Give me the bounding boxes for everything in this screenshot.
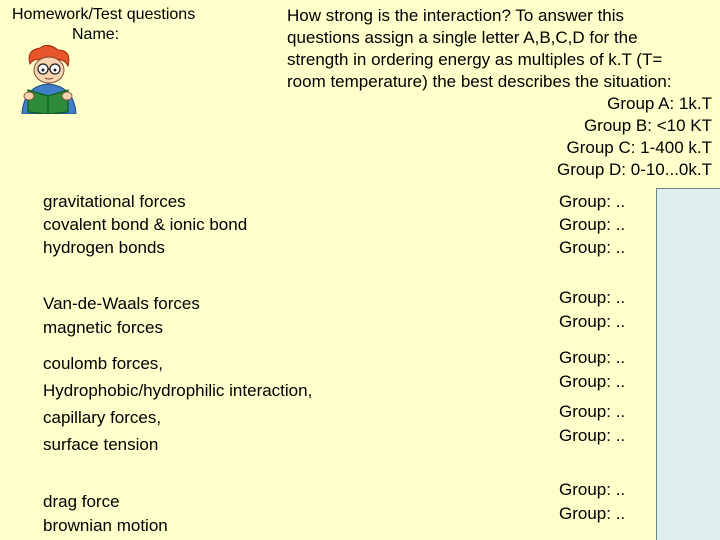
list-item: surface tension: [43, 435, 159, 454]
instructions: [287, 5, 672, 93]
group-c-label: Group C: 1-400 k.T: [566, 138, 712, 157]
answer-panel: [656, 188, 720, 540]
force-list-section-2: [43, 292, 200, 340]
force-list-section-3: [43, 350, 312, 458]
group-answer-field[interactable]: Group: ..: [559, 238, 626, 257]
answer-list-section-3a: [559, 346, 625, 394]
group-legend: [557, 93, 712, 181]
list-item: capillary forces,: [43, 408, 162, 427]
group-answer-field[interactable]: Group: ..: [559, 426, 626, 445]
force-list-section-1: [43, 190, 247, 259]
group-a-label: Group A: 1k.T: [607, 94, 712, 113]
instruction-line: How strong is the interaction? To answer this: [287, 6, 625, 25]
group-answer-field[interactable]: Group: ..: [559, 288, 626, 307]
instruction-line: room temperature) the best describes the situation:: [287, 72, 672, 91]
list-item: gravitational forces: [43, 192, 186, 211]
answer-list-section-3b: [559, 400, 625, 448]
list-item: drag force: [43, 492, 120, 511]
answer-list-section-2: [559, 286, 625, 334]
group-answer-field[interactable]: Group: ..: [559, 348, 626, 367]
instruction-line: questions assign a single letter A,B,C,D for the: [287, 28, 638, 47]
force-list-section-4: [43, 490, 168, 538]
list-item: hydrogen bonds: [43, 238, 165, 257]
list-item: coulomb forces,: [43, 354, 163, 373]
student-reading-clipart: [12, 44, 84, 114]
group-answer-field[interactable]: Group: ..: [559, 480, 626, 499]
group-b-label: Group B: <10 KT: [583, 116, 712, 135]
group-d-label: Group D: 0-10...0k.T: [557, 160, 712, 179]
name-label: Name:: [72, 26, 120, 43]
group-answer-field[interactable]: Group: ..: [559, 504, 626, 523]
group-answer-field[interactable]: Group: ..: [559, 402, 626, 421]
page-title: Homework/Test questions: [12, 6, 196, 23]
list-item: covalent bond & ionic bond: [43, 215, 248, 234]
answer-list-section-1: [559, 190, 625, 259]
list-item: magnetic forces: [43, 318, 163, 337]
list-item: Hydrophobic/hydrophilic interaction,: [43, 381, 313, 400]
group-answer-field[interactable]: Group: ..: [559, 312, 626, 331]
list-item: Van-de-Waals forces: [43, 294, 200, 313]
group-answer-field[interactable]: Group: ..: [559, 215, 626, 234]
group-answer-field[interactable]: Group: ..: [559, 372, 626, 391]
list-item: brownian motion: [43, 516, 168, 535]
instruction-line: strength in ordering energy as multiples of k.T (T=: [287, 50, 663, 69]
answer-list-section-4: [559, 478, 625, 526]
group-answer-field[interactable]: Group: ..: [559, 192, 626, 211]
header: [12, 5, 195, 45]
